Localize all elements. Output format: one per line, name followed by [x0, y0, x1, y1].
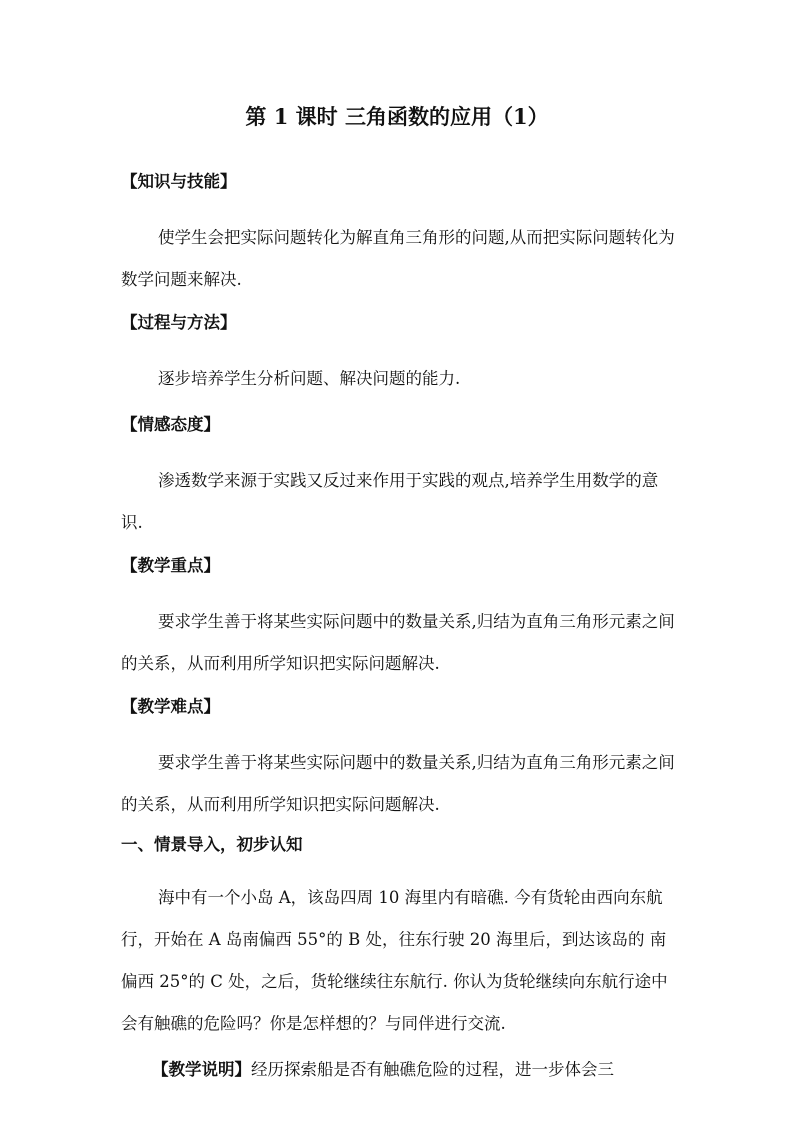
- part-one-text: 海中有一个小岛 A，该岛四周 10 海里内有暗礁. 今有货轮由西向东航行，开始在 A 岛南偏西 55°的 B 处，往东行驶 20 海里后，到达该岛的 南偏西 25°的 C 处，之后，货轮继续往东航行. 你认为货轮继续向东航行途中会有触礁的危险吗？你是怎样想的？与同伴进行交流.: [121, 888, 668, 1033]
- section-heading-difficulty: 【教学难点】: [121, 697, 220, 716]
- document-body: [121, 162, 676, 1093]
- section-heading-attitude: 【情感态度】: [121, 415, 220, 434]
- section-text-key-point: 要求学生善于将某些实际问题中的数量关系,归结为直角三角形元素之间的关系，从而利用所学知识把实际问题解决.: [121, 612, 675, 673]
- section-heading-process: 【过程与方法】: [121, 313, 237, 332]
- section-text-process: 逐步培养学生分析问题、解决问题的能力.: [158, 369, 461, 388]
- teaching-note-label: 【教学说明】: [152, 1060, 251, 1079]
- section-heading-knowledge: 【知识与技能】: [121, 172, 237, 191]
- page-title: 第 1 课时 三角函数的应用（1）: [245, 104, 549, 129]
- teaching-note: [121, 1049, 676, 1091]
- section-heading-key-point: 【教学重点】: [121, 556, 220, 575]
- section-text-difficulty: 要求学生善于将某些实际问题中的数量关系,归结为直角三角形元素之间的关系，从而利用所学知识把实际问题解决.: [121, 753, 675, 814]
- section-text-attitude: 渗透数学来源于实践又反过来作用于实践的观点,培养学生用数学的意识.: [121, 471, 659, 532]
- section-text-knowledge: 使学生会把实际问题转化为解直角三角形的问题,从而把实际问题转化为数学问题来解决.: [121, 228, 675, 289]
- part-one-heading: 一、情景导入，初步认知: [121, 835, 303, 854]
- teaching-note-text: 经历探索船是否有触礁危险的过程，进一步体会三: [251, 1060, 614, 1079]
